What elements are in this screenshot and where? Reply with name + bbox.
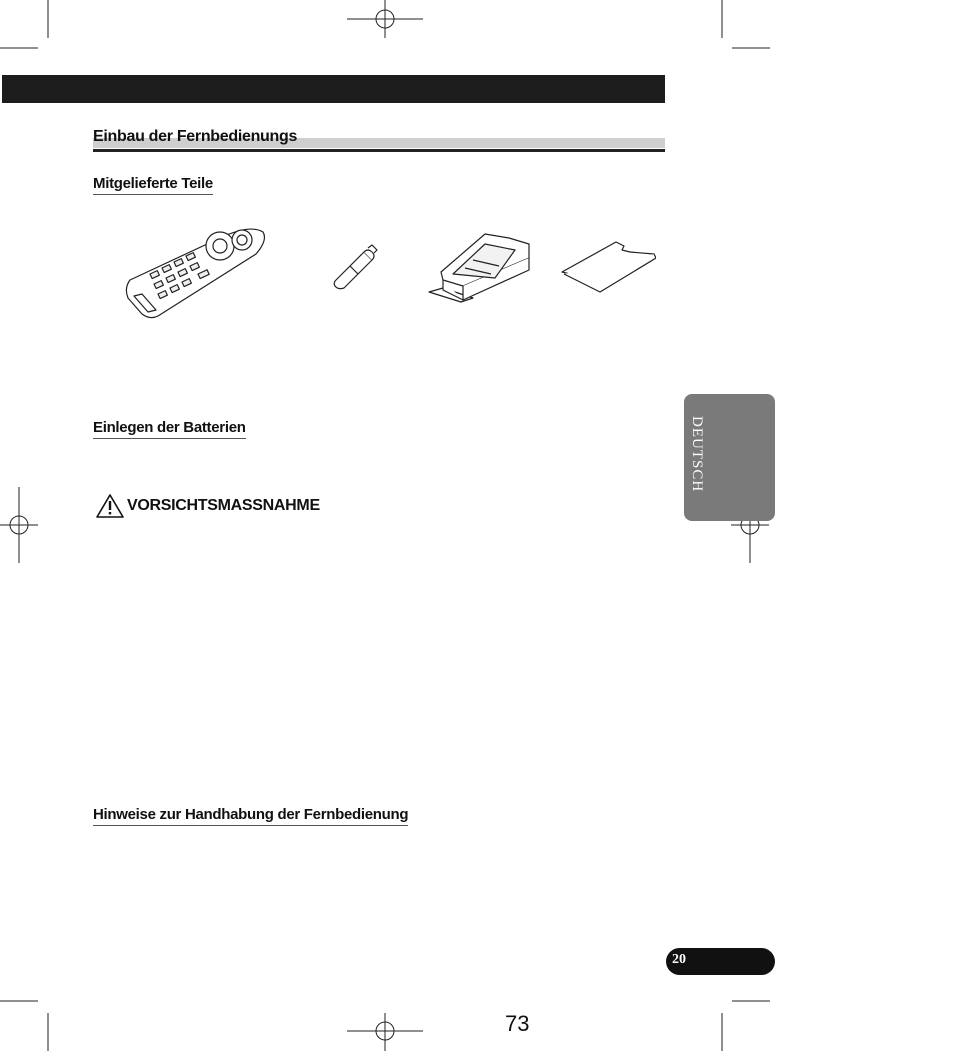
caution-label: VORSICHTSMASSNAHME (127, 497, 320, 514)
subhead-supplied-parts: Mitgelieferte Teile (93, 175, 213, 195)
registration-mark-icon (347, 1013, 423, 1051)
remote-control-icon (120, 218, 270, 322)
subhead-handling-notes: Hinweise zur Handhabung der Fernbedienung (93, 806, 408, 826)
registration-mark-icon (0, 487, 38, 563)
page-number: 73 (505, 1011, 530, 1036)
registration-mark-icon (347, 0, 423, 38)
header-bar (2, 75, 665, 103)
section-number-badge (666, 948, 775, 975)
subhead-battery-insert: Einlegen der Batterien (93, 419, 246, 439)
language-tab (684, 394, 775, 521)
section-title-text: Einbau der Fernbedienungs (93, 128, 298, 145)
holder-icon (425, 226, 535, 306)
language-tab-label: DEUTSCH (689, 416, 705, 493)
warning-triangle-icon (95, 493, 125, 519)
battery-icon (330, 242, 382, 294)
caution-heading (95, 493, 320, 519)
adhesive-pad-icon (560, 240, 656, 296)
section-title (93, 128, 665, 152)
section-number: 20 (672, 952, 686, 967)
